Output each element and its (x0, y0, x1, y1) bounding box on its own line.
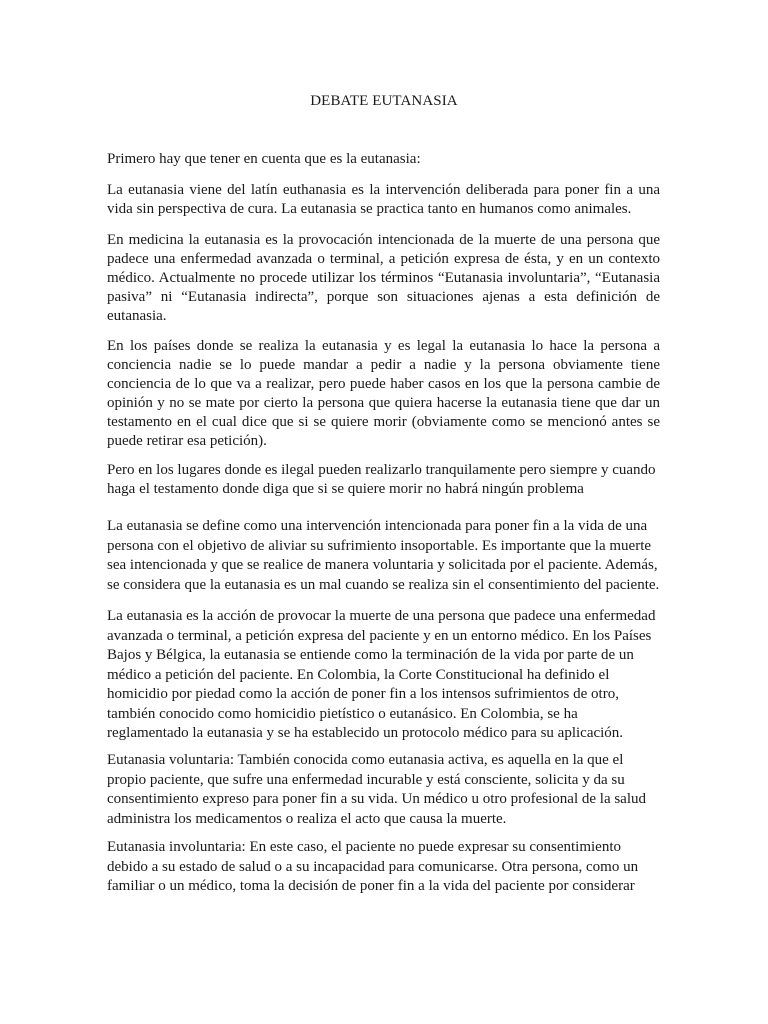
illegal-places-paragraph: Pero en los lugares donde es ilegal pueden realizarlo tranquilamente pero siempre y cuando haga el testamento donde diga que si se quiere morir no habrá ningún problema (107, 462, 656, 497)
legal-countries-paragraph: En los países donde se realiza la eutanasia y es legal la eutanasia lo hace la persona a conciencia nadie se lo puede mandar a pedir a nadie y la persona obviamente tiene conciencia de lo que va a realizar, pero puede haber casos en los que la persona cambie de opinión y no se mate por cierto la persona que quiera hacerse la eutanasia tiene que dar un testamento en el cual dice que si se quiere morir (obviamente como se mencionó antes se puede retirar esa petición). (107, 338, 660, 449)
intentional-intervention-paragraph: La eutanasia se define como una intervención intencionada para poner fin a la vida de una persona con el objetivo de aliviar su sufrimiento insoportable. Es importante que la muerte sea intencionada y que se realice de manera voluntaria y solicitada por el paciente. Además, se considera que la eutanasia es un mal cuando se realiza sin el consentimiento del paciente. (107, 518, 660, 593)
medical-definition-paragraph: En medicina la eutanasia es la provocación intencionada de la muerte de una persona que padece una enfermedad avanzada o terminal, a petición expresa de ésta, y en un contexto médico. Actualmente no procede utilizar los términos “Eutanasia involuntaria”, “Eutanasia pasiva” ni “Eutanasia indirecta”, porque son situaciones ajenas a esta definición de eutanasia. (107, 232, 660, 324)
countries-paragraph: La eutanasia es la acción de provocar la muerte de una persona que padece una enfermedad avanzada o terminal, a petición expresa del paciente y en un entorno médico. En los Países Bajos y Bélgica, la eutanasia se entiende como la terminación de la vida por parte de un médico a petición del paciente. En Colombia, la Corte Constitucional ha definido el homicidio por piedad como la acción de poner fin a los intensos sufrimientos de otro, también conocido como homicidio pietístico o eutanásico. En Colombia, se ha reglamentado la eutanasia y se ha establecido un protocolo médico para su aplicación. (107, 608, 656, 741)
intro-paragraph: Primero hay que tener en cuenta que es la eutanasia: (107, 151, 421, 167)
involuntary-euthanasia-paragraph: Eutanasia involuntaria: En este caso, el paciente no puede expresar su consentimiento debido a su estado de salud o a su incapacidad para comunicarse. Otra persona, como un familiar o un médico, toma la decisión de poner fin a la vida del paciente por considerar (107, 839, 639, 894)
document-title: DEBATE EUTANASIA (310, 93, 458, 109)
definition-paragraph: La eutanasia viene del latín euthanasia es la intervención deliberada para poner fin a una vida sin perspectiva de cura. La eutanasia se practica tanto en humanos como animales. (107, 182, 660, 217)
voluntary-euthanasia-paragraph: Eutanasia voluntaria: También conocida como eutanasia activa, es aquella en la que el propio paciente, que sufre una enfermedad incurable y está consciente, solicita y da su consentimiento expreso para poner fin a su vida. Un médico u otro profesional de la salud administra los medicamentos o realiza el acto que causa la muerte. (107, 752, 647, 827)
